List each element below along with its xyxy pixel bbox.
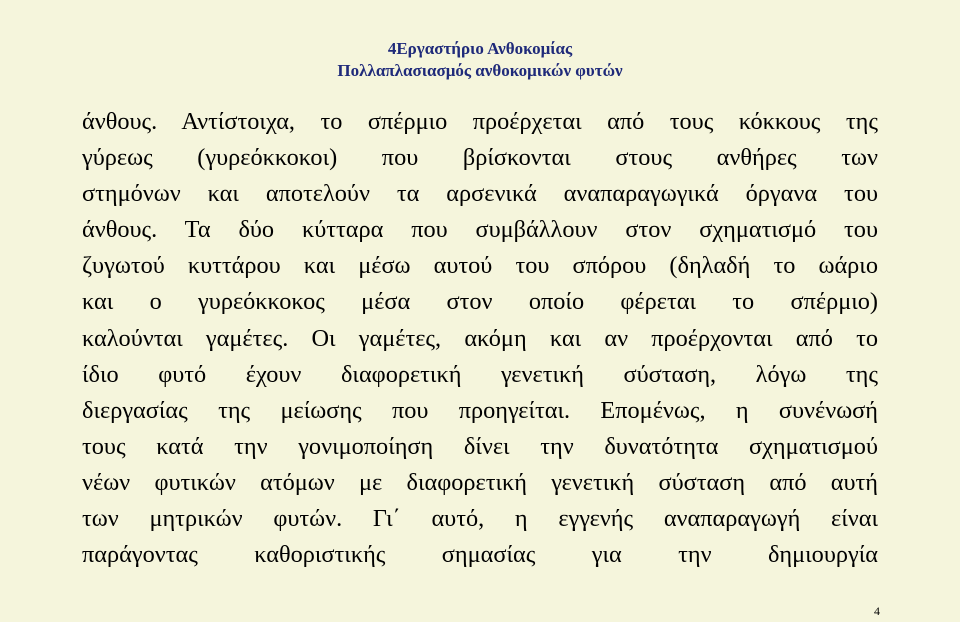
text-line: και ο γυρεόκκοκος μέσα στον οποίο φέρεται το σπέρμιο): [82, 288, 878, 316]
text-line: ζυγωτού κυττάρου και μέσω αυτού του σπόρου (δηλαδή το ωάριο: [82, 252, 878, 280]
body-paragraph: [82, 104, 878, 573]
text-line: νέων φυτικών ατόμων με διαφορετική γενετική σύσταση από αυτή: [82, 468, 878, 496]
text-line: τους κατά την γονιμοποίηση δίνει την δυνατότητα σχηματισμού: [82, 432, 878, 460]
page-number: 4: [874, 604, 880, 618]
text-line: γύρεως (γυρεόκκοκοι) που βρίσκονται στους ανθήρες των: [82, 144, 878, 172]
text-line: στημόνων και αποτελούν τα αρσενικά αναπαραγωγικά όργανα του: [82, 180, 878, 208]
page-header: [0, 38, 960, 82]
text-line: ίδιο φυτό έχουν διαφορετική γενετική σύσταση, λόγω της: [82, 360, 878, 388]
text-line: παράγοντας καθοριστικής σημασίας για την δημιουργία: [82, 541, 878, 569]
header-subtitle: Πολλαπλασιασμός ανθοκομικών φυτών: [337, 61, 623, 80]
text-line: καλούνται γαμέτες. Οι γαμέτες, ακόμη και αν προέρχονται από το: [82, 324, 878, 352]
text-line: διεργασίας της μείωσης που προηγείται. Επομένως, η συνένωσή: [82, 396, 878, 424]
text-line: άνθους. Τα δύο κύτταρα που συμβάλλουν στον σχηματισμό του: [82, 216, 878, 244]
text-line: άνθους. Αντίστοιχα, το σπέρμιο προέρχεται από τους κόκκους της: [82, 108, 878, 135]
header-title: 4Εργαστήριο Ανθοκομίας: [387, 39, 573, 58]
text-line: των μητρικών φυτών. Γι΄ αυτό, η εγγενής αναπαραγωγή είναι: [82, 505, 878, 533]
